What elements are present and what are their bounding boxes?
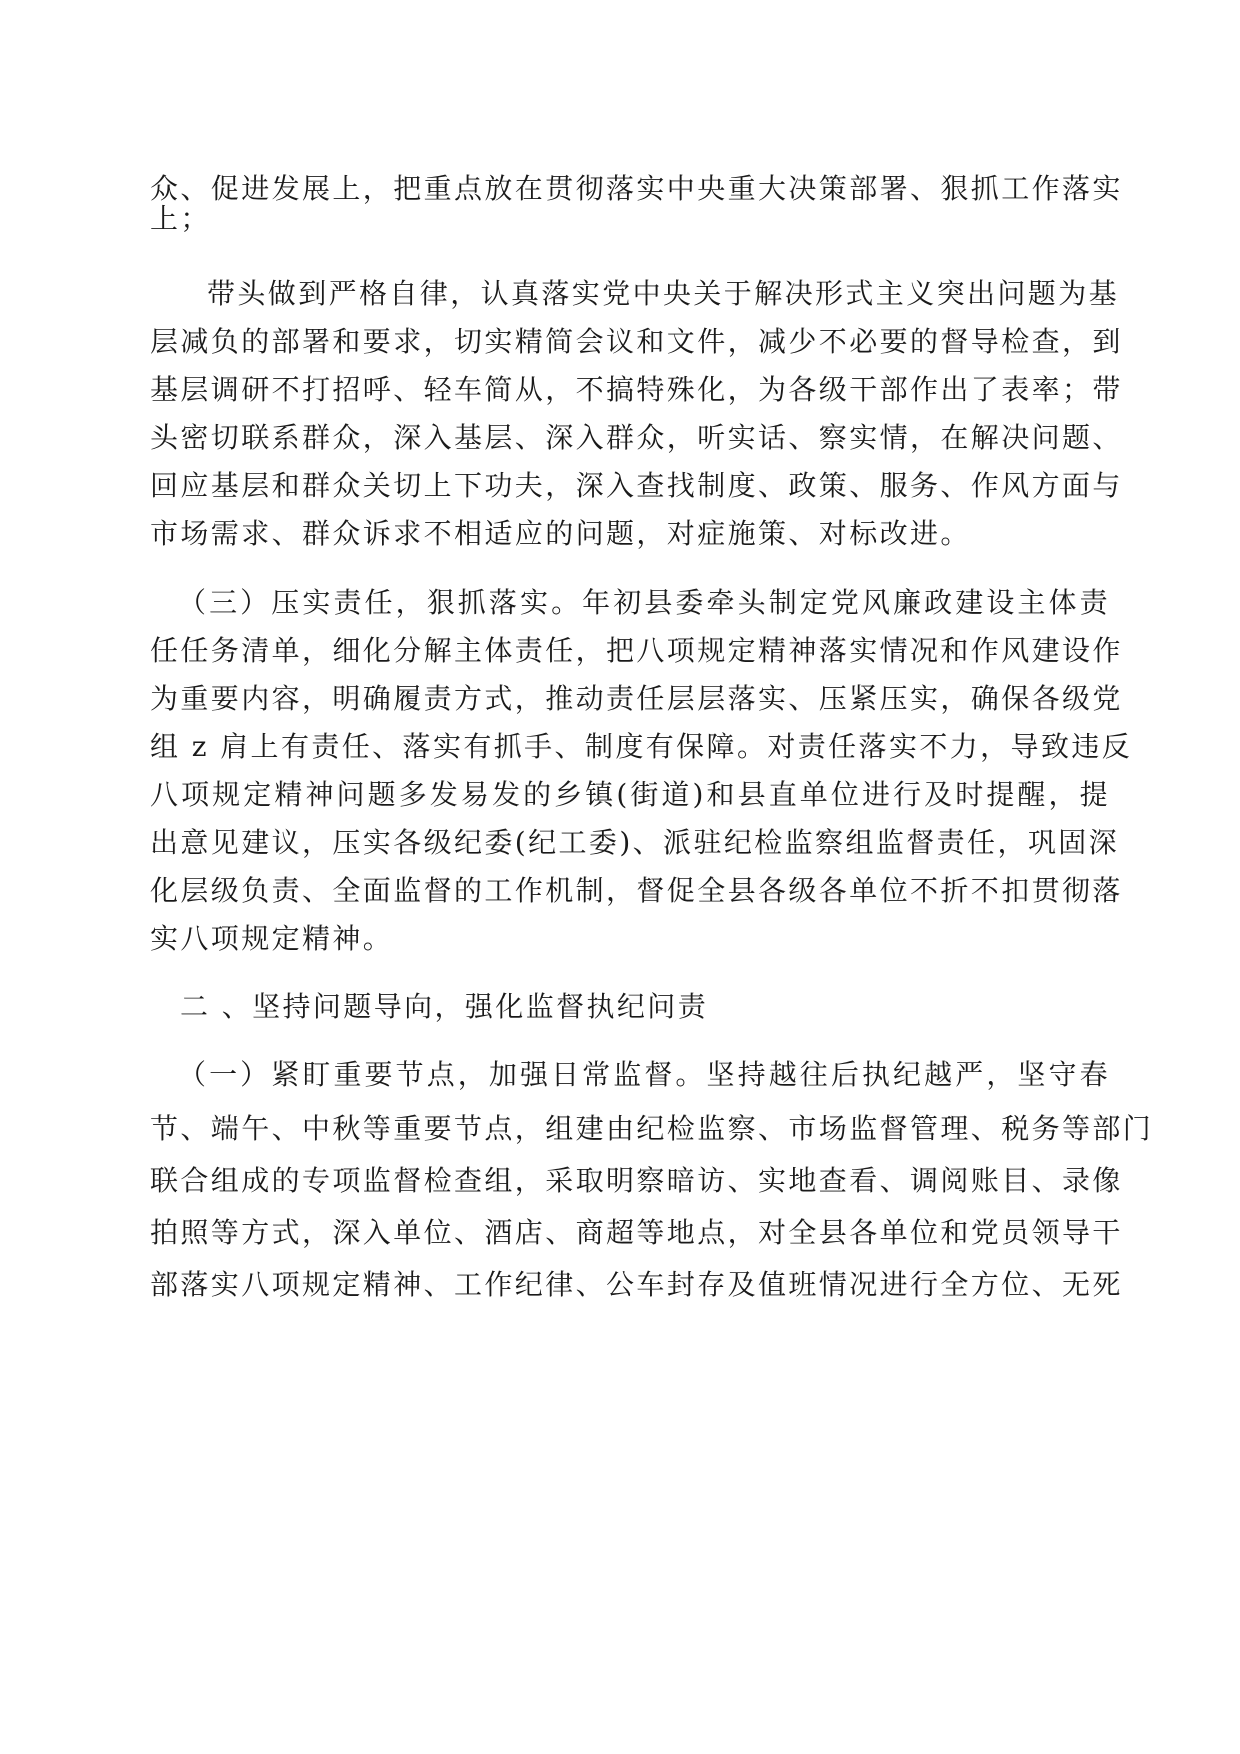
text-line: 市场需求、群众诉求不相适应的问题，对症施策、对标改进。 xyxy=(150,517,971,550)
text-line: 众、促进发展上，把重点放在贯彻落实中央重大决策部署、狠抓工作落实 xyxy=(150,172,1123,205)
text-line: 八项规定精神问题多发易发的乡镇(街道)和县直单位进行及时提醒，提 xyxy=(150,778,1110,811)
text-line: 上； xyxy=(150,202,211,235)
text-line: 回应基层和群众关切上下功夫，深入查找制度、政策、服务、作风方面与 xyxy=(150,469,1123,502)
text-line: 为重要内容，明确履责方式，推动责任层层落实、压紧压实，确保各级党 xyxy=(150,682,1123,715)
text-line: 化层级负责、全面监督的工作机制，督促全县各级各单位不折不扣贯彻落 xyxy=(150,874,1123,907)
text-line: 层减负的部署和要求，切实精简会议和文件，减少不必要的督导检查，到 xyxy=(150,325,1123,358)
section-heading: 二 、坚持问题导向，强化监督执纪问责 xyxy=(180,990,709,1023)
paragraph-first-line: （一）紧盯重要节点，加强日常监督。坚持越往后执纪越严，坚守春 xyxy=(178,1058,1110,1091)
paragraph-first-line: 带头做到严格自律，认真落实党中央关于解决形式主义突出问题为基 xyxy=(207,277,1120,310)
text-line: 头密切联系群众，深入基层、深入群众，听实话、察实情，在解决问题、 xyxy=(150,421,1123,454)
paragraph-first-line: （三）压实责任，狠抓落实。年初县委牵头制定党风廉政建设主体责 xyxy=(178,586,1110,619)
text-line: 组 z 肩上有责任、落实有抓手、制度有保障。对责任落实不力，导致违反 xyxy=(150,730,1133,763)
text-line: 基层调研不打招呼、轻车简从，不搞特殊化，为各级干部作出了表率；带 xyxy=(150,373,1123,406)
text-line: 联合组成的专项监督检查组，采取明察暗访、实地查看、调阅账目、录像 xyxy=(150,1164,1123,1197)
text-line: 任任务清单，细化分解主体责任，把八项规定精神落实情况和作风建设作 xyxy=(150,634,1123,667)
text-line: 节、端午、中秋等重要节点，组建由纪检监察、市场监督管理、税务等部门 xyxy=(150,1112,1154,1145)
text-line: 拍照等方式，深入单位、酒店、商超等地点，对全县各单位和党员领导干 xyxy=(150,1216,1123,1249)
text-line: 实八项规定精神。 xyxy=(150,922,394,955)
text-line: 出意见建议，压实各级纪委(纪工委)、派驻纪检监察组监督责任，巩固深 xyxy=(150,826,1120,859)
text-line: 部落实八项规定精神、工作纪律、公车封存及值班情况进行全方位、无死 xyxy=(150,1268,1123,1301)
